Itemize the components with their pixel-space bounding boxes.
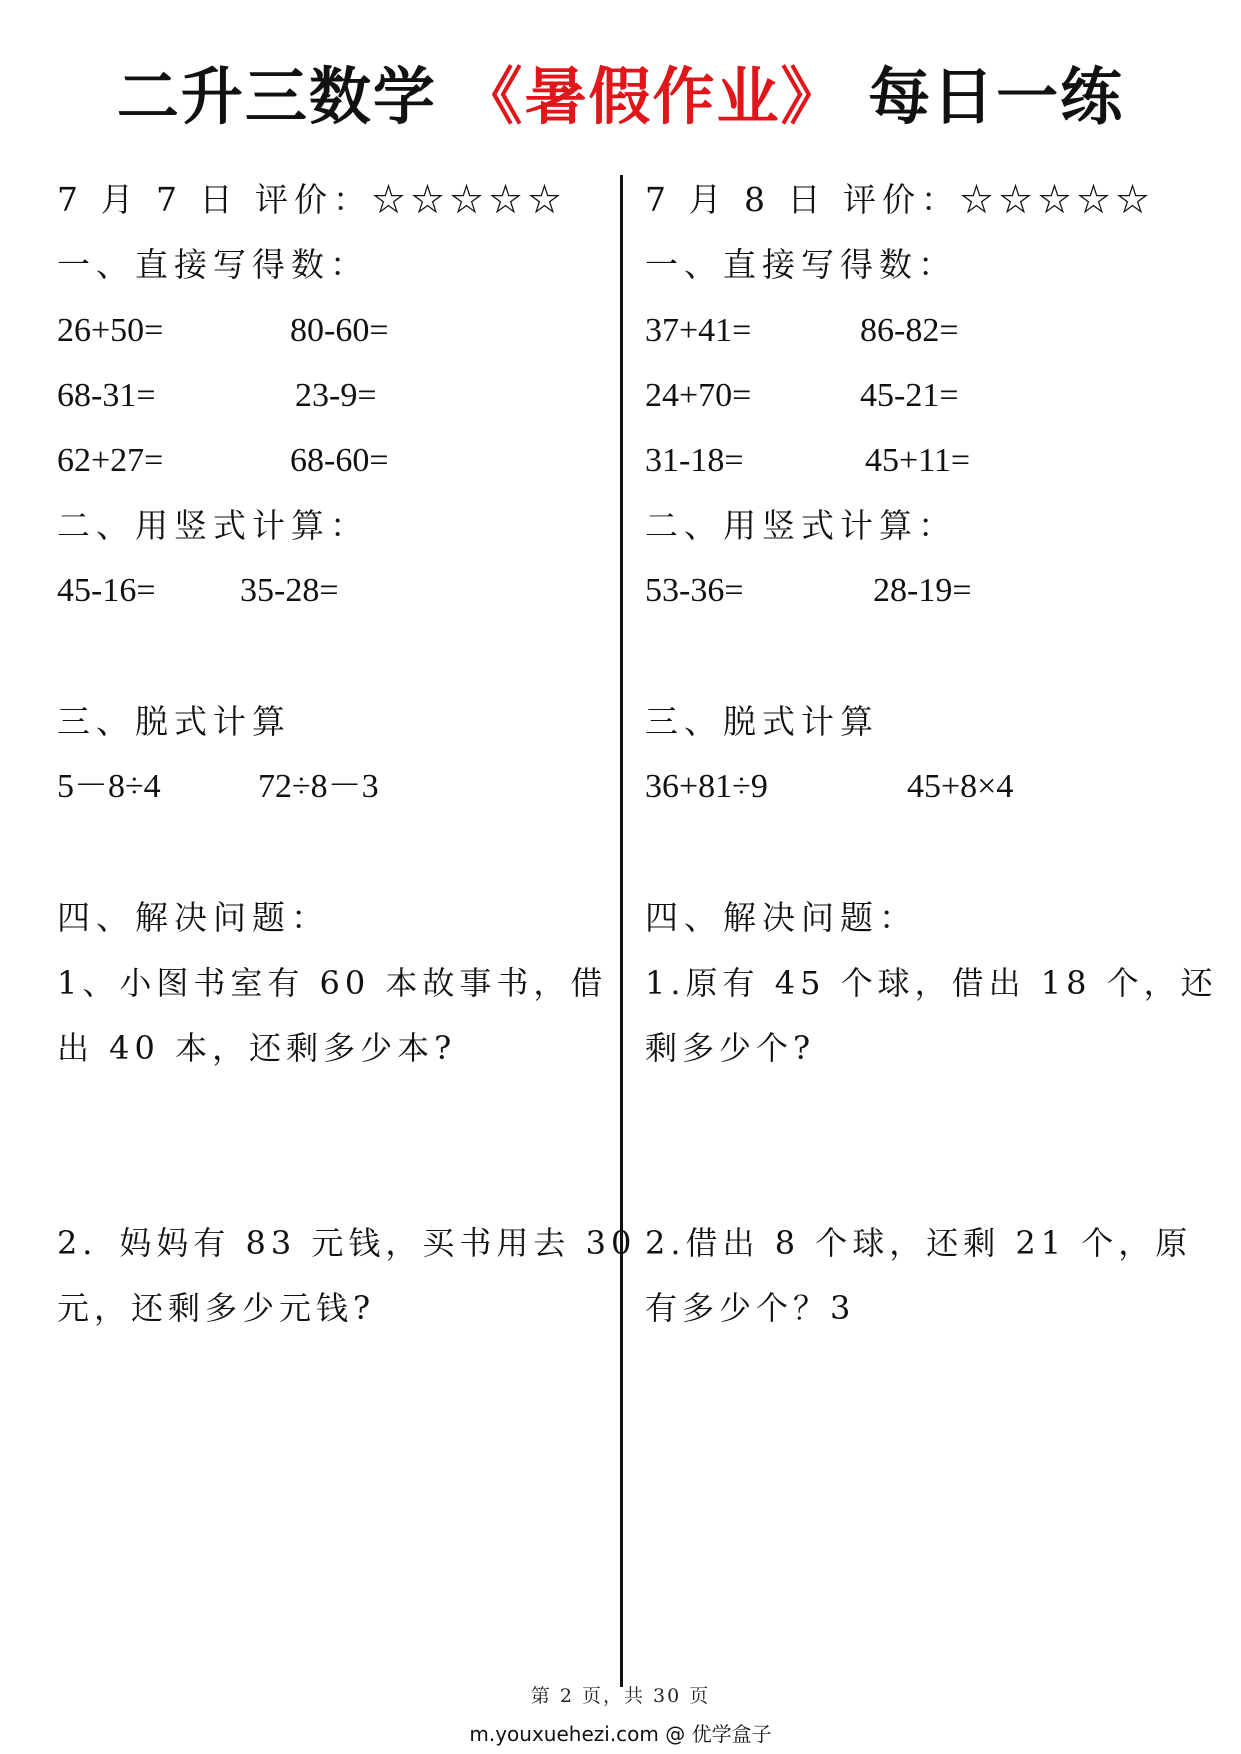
- right-section-problems: 四、解决问题：: [645, 898, 918, 937]
- left-section-direct: 一、直接写得数：: [57, 245, 369, 284]
- right-problem-1-line1: 1.原有 45 个球，借出 18 个，还: [645, 964, 1218, 1002]
- right-stepwise-2: 45+8×4: [907, 768, 1014, 805]
- left-problem-2-line1: 2．妈妈有 83 元钱，买书用去 30: [57, 1224, 637, 1262]
- left-direct-2b: 23-9=: [295, 377, 377, 414]
- right-direct-3b: 45+11=: [865, 442, 971, 479]
- left-stepwise-2: 72÷8－3: [258, 768, 379, 805]
- title-highlight: 《暑假作业》: [460, 60, 845, 133]
- right-date-rating: 7 月 8 日 评价：☆☆☆☆☆: [645, 180, 1155, 219]
- right-direct-2a: 24+70=: [645, 377, 752, 414]
- left-direct-1b: 80-60=: [290, 312, 389, 349]
- right-problem-1-line2: 剩多少个?: [645, 1029, 816, 1067]
- left-direct-3b: 68-60=: [290, 442, 389, 479]
- right-section-direct: 一、直接写得数：: [645, 245, 957, 284]
- left-section-vertical: 二、用竖式计算：: [57, 506, 369, 545]
- title-suffix: 每日一练: [868, 60, 1125, 133]
- column-divider: [620, 175, 623, 1687]
- page-number: 第 2 页，共 30 页: [530, 1685, 711, 1707]
- right-vertical-2: 28-19=: [873, 572, 972, 609]
- title-prefix: 二升三数学: [116, 60, 437, 133]
- right-problem-2-line2: 有多少个？3: [645, 1289, 856, 1327]
- left-vertical-1: 45-16=: [57, 572, 156, 609]
- right-section-stepwise: 三、脱式计算: [645, 702, 879, 741]
- page-title: [0, 52, 1241, 142]
- left-problem-1-line1: 1、小图书室有 60 本故事书，借: [57, 964, 608, 1002]
- right-direct-1a: 37+41=: [645, 312, 752, 349]
- left-direct-2a: 68-31=: [57, 377, 156, 414]
- left-section-problems: 四、解决问题：: [57, 898, 330, 937]
- left-problem-2-line2: 元，还剩多少元钱?: [57, 1289, 376, 1327]
- right-stepwise-1: 36+81÷9: [645, 768, 768, 805]
- right-vertical-1: 53-36=: [645, 572, 744, 609]
- left-vertical-2: 35-28=: [240, 572, 339, 609]
- site-watermark: m.youxuehezi.com @ 优学盒子: [469, 1722, 772, 1746]
- right-direct-1b: 86-82=: [860, 312, 959, 349]
- left-section-stepwise: 三、脱式计算: [57, 702, 291, 741]
- left-stepwise-1: 5－8÷4: [57, 768, 161, 805]
- right-problem-2-line1: 2.借出 8 个球，还剩 21 个，原: [645, 1224, 1193, 1262]
- left-date-rating: 7 月 7 日 评价：☆☆☆☆☆: [57, 180, 567, 219]
- right-direct-2b: 45-21=: [860, 377, 959, 414]
- left-problem-1-line2: 出 40 本，还剩多少本?: [57, 1029, 457, 1067]
- left-direct-1a: 26+50=: [57, 312, 164, 349]
- right-section-vertical: 二、用竖式计算：: [645, 506, 957, 545]
- left-direct-3a: 62+27=: [57, 442, 164, 479]
- right-direct-3a: 31-18=: [645, 442, 744, 479]
